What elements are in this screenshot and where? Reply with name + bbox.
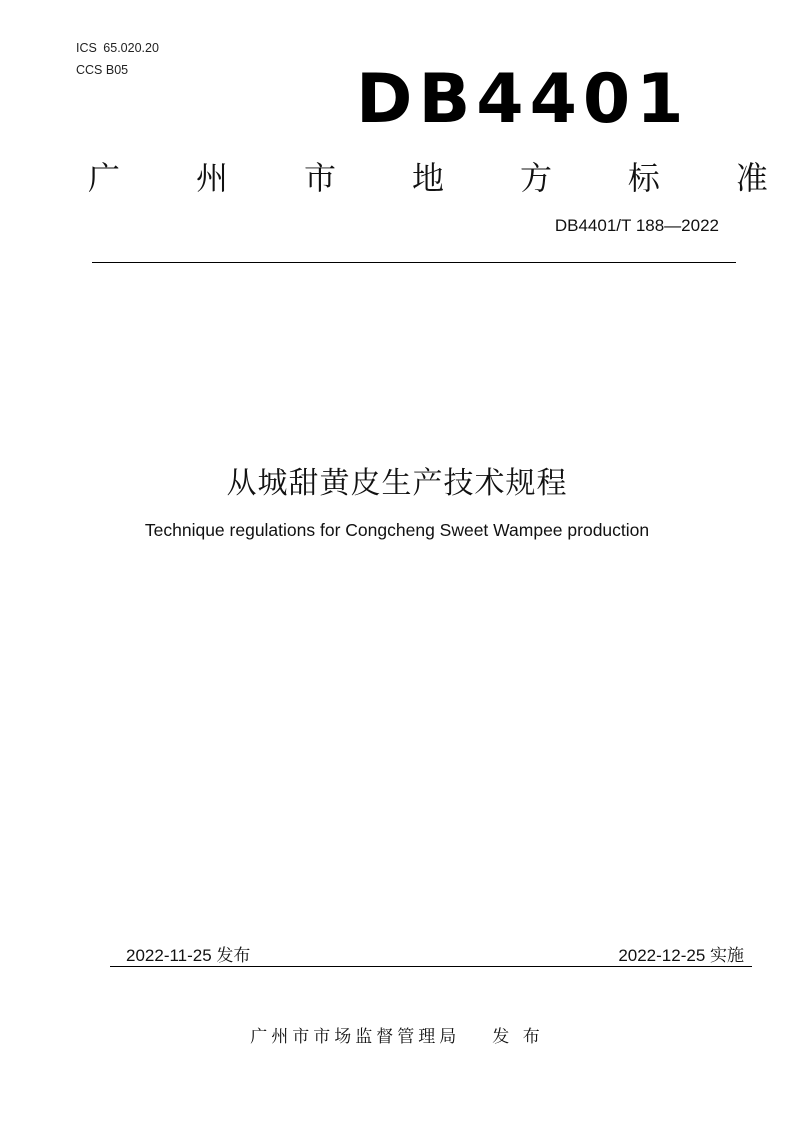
bottom-divider: [110, 966, 752, 967]
publisher-action: 发 布: [492, 1027, 544, 1047]
ccs-code: CCS B05: [76, 63, 129, 77]
standard-type-char: 方: [519, 159, 552, 197]
issue-date: 2022-11-25 发布: [126, 946, 251, 965]
standard-type-char: 广: [88, 159, 121, 197]
standard-type-char: 标: [627, 159, 660, 197]
ics-code: ICS 65.020.20: [76, 41, 159, 55]
top-divider: [92, 262, 736, 263]
document-title-chinese: 从城甜黄皮生产技术规程: [226, 466, 568, 501]
document-title-english: Technique regulations for Congcheng Sweet Wampee production: [144, 520, 650, 540]
publisher-line: [0, 1025, 794, 1049]
standard-type-char: 准: [735, 159, 768, 197]
db-mark: DB4401: [356, 60, 690, 139]
publisher-name: 广州市市场监督管理局: [250, 1027, 461, 1047]
standard-type-char: 地: [411, 159, 444, 197]
standard-type-heading: [88, 156, 768, 200]
standard-number: DB4401/T 188—2022: [554, 216, 719, 235]
standard-type-char: 州: [195, 159, 228, 197]
standard-type-char: 市: [303, 159, 336, 197]
implementation-date: 2022-12-25 实施: [618, 946, 744, 965]
